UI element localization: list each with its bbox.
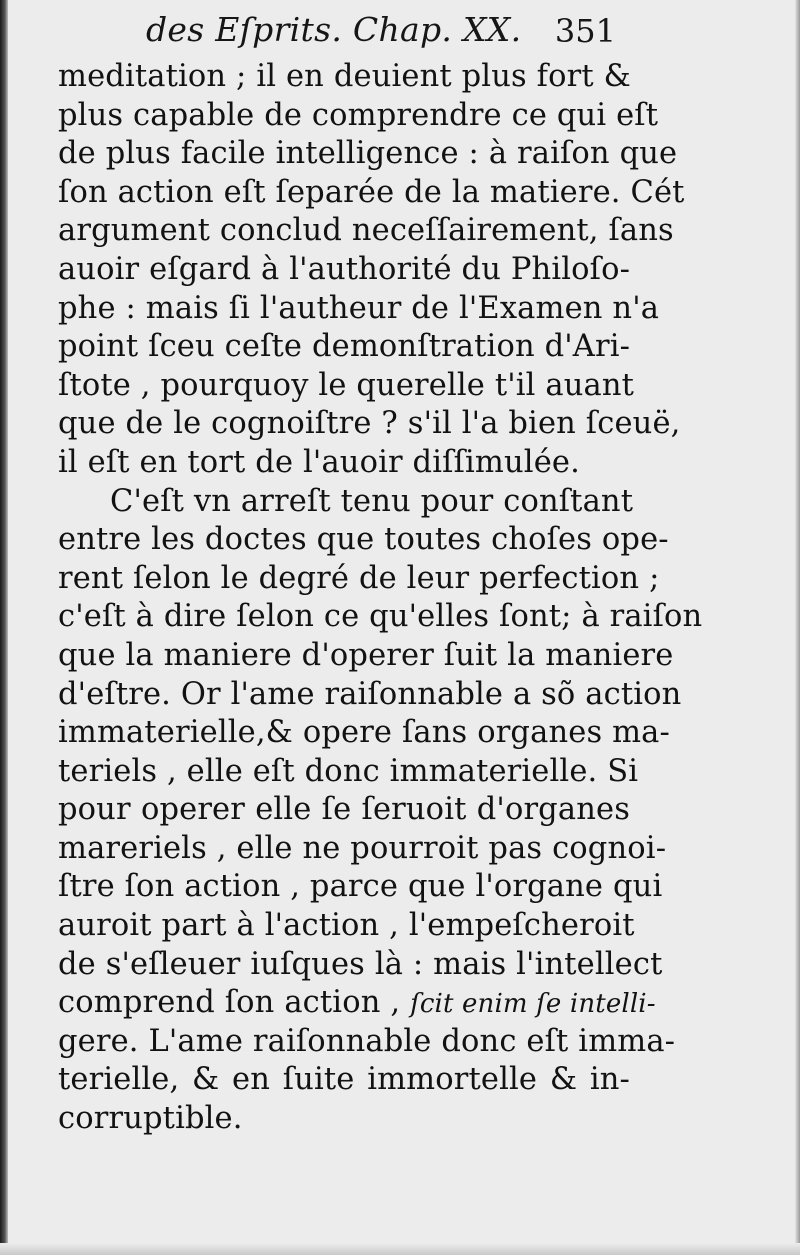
text-line: mareriels , elle ne pourroit pas cognoi- (58, 830, 667, 866)
paragraph-start-line: C'eſt vn arreſt tenu pour conſtant (110, 483, 634, 519)
page-edge (795, 0, 800, 1255)
text-line: argument conclud neceſſairement, ſans (58, 213, 674, 249)
text-line: pour operer elle ſe ſeruoit d'organes (58, 792, 630, 828)
text-line: immaterielle,& opere ſans organes ma- (58, 715, 670, 751)
text-line-with-latin (58, 984, 656, 1023)
text-line: que de le cognoiſtre ? s'il l'a bien ſceuë, (58, 406, 681, 442)
running-title: des Eſprits. Chap. XX. (146, 10, 522, 49)
text-line: entre les doctes que toutes choſes ope- (58, 522, 669, 558)
text-line: meditation ; il en deuient plus fort & (58, 59, 631, 94)
text-line: c'eſt à dire ſelon ce qu'elles ſont; à raiſon (58, 599, 703, 635)
text-line: d'eſtre. Or l'ame raiſonnable a sõ action (58, 676, 682, 712)
text-line: corruptible. (58, 1101, 243, 1137)
text-line: ſtre ſon action , parce que l'organe qui (58, 869, 663, 905)
text-line: ſon action eſt ſeparée de la matiere. Cét (58, 174, 685, 210)
page-bottom-edge (0, 1243, 800, 1255)
text-line: auroit part à l'action , l'empeſcheroit (58, 908, 635, 944)
body-text (58, 58, 703, 1139)
text-line: terielle, & en ſuite immortelle & in- (58, 1062, 630, 1098)
text-segment: comprend ſon action , (58, 985, 401, 1021)
text-line: ſtote , pourquoy le querelle t'il auant (58, 367, 635, 403)
text-line: de plus facile intelligence : à raiſon que (58, 136, 678, 172)
page-number: 351 (554, 12, 616, 50)
text-line: il eſt en tort de l'auoir diſſimulée. (58, 444, 580, 480)
page-gutter (0, 0, 8, 1255)
text-line: de s'eſleuer iuſques là : mais l'intellect (58, 946, 663, 982)
latin-phrase: ſcit enim ſe intelli- (410, 989, 656, 1020)
text-line: rent ſelon le degré de leur perfection ; (58, 560, 660, 596)
text-line: gere. L'ame raiſonnable donc eſt imma- (58, 1023, 676, 1059)
text-line: point ſceu ceſte demonſtration d'Ari- (58, 329, 631, 365)
text-line: que la maniere d'operer ſuit la maniere (58, 637, 674, 673)
text-line: phe : mais ſi l'autheur de l'Examen n'a (58, 290, 660, 326)
page-header (146, 6, 616, 54)
text-line: auoir eſgard à l'authorité du Philoſo- (58, 251, 631, 287)
text-line: plus capable de comprendre ce qui eſt (58, 97, 659, 133)
text-line: teriels , elle eſt donc immaterielle. Si (58, 753, 639, 789)
